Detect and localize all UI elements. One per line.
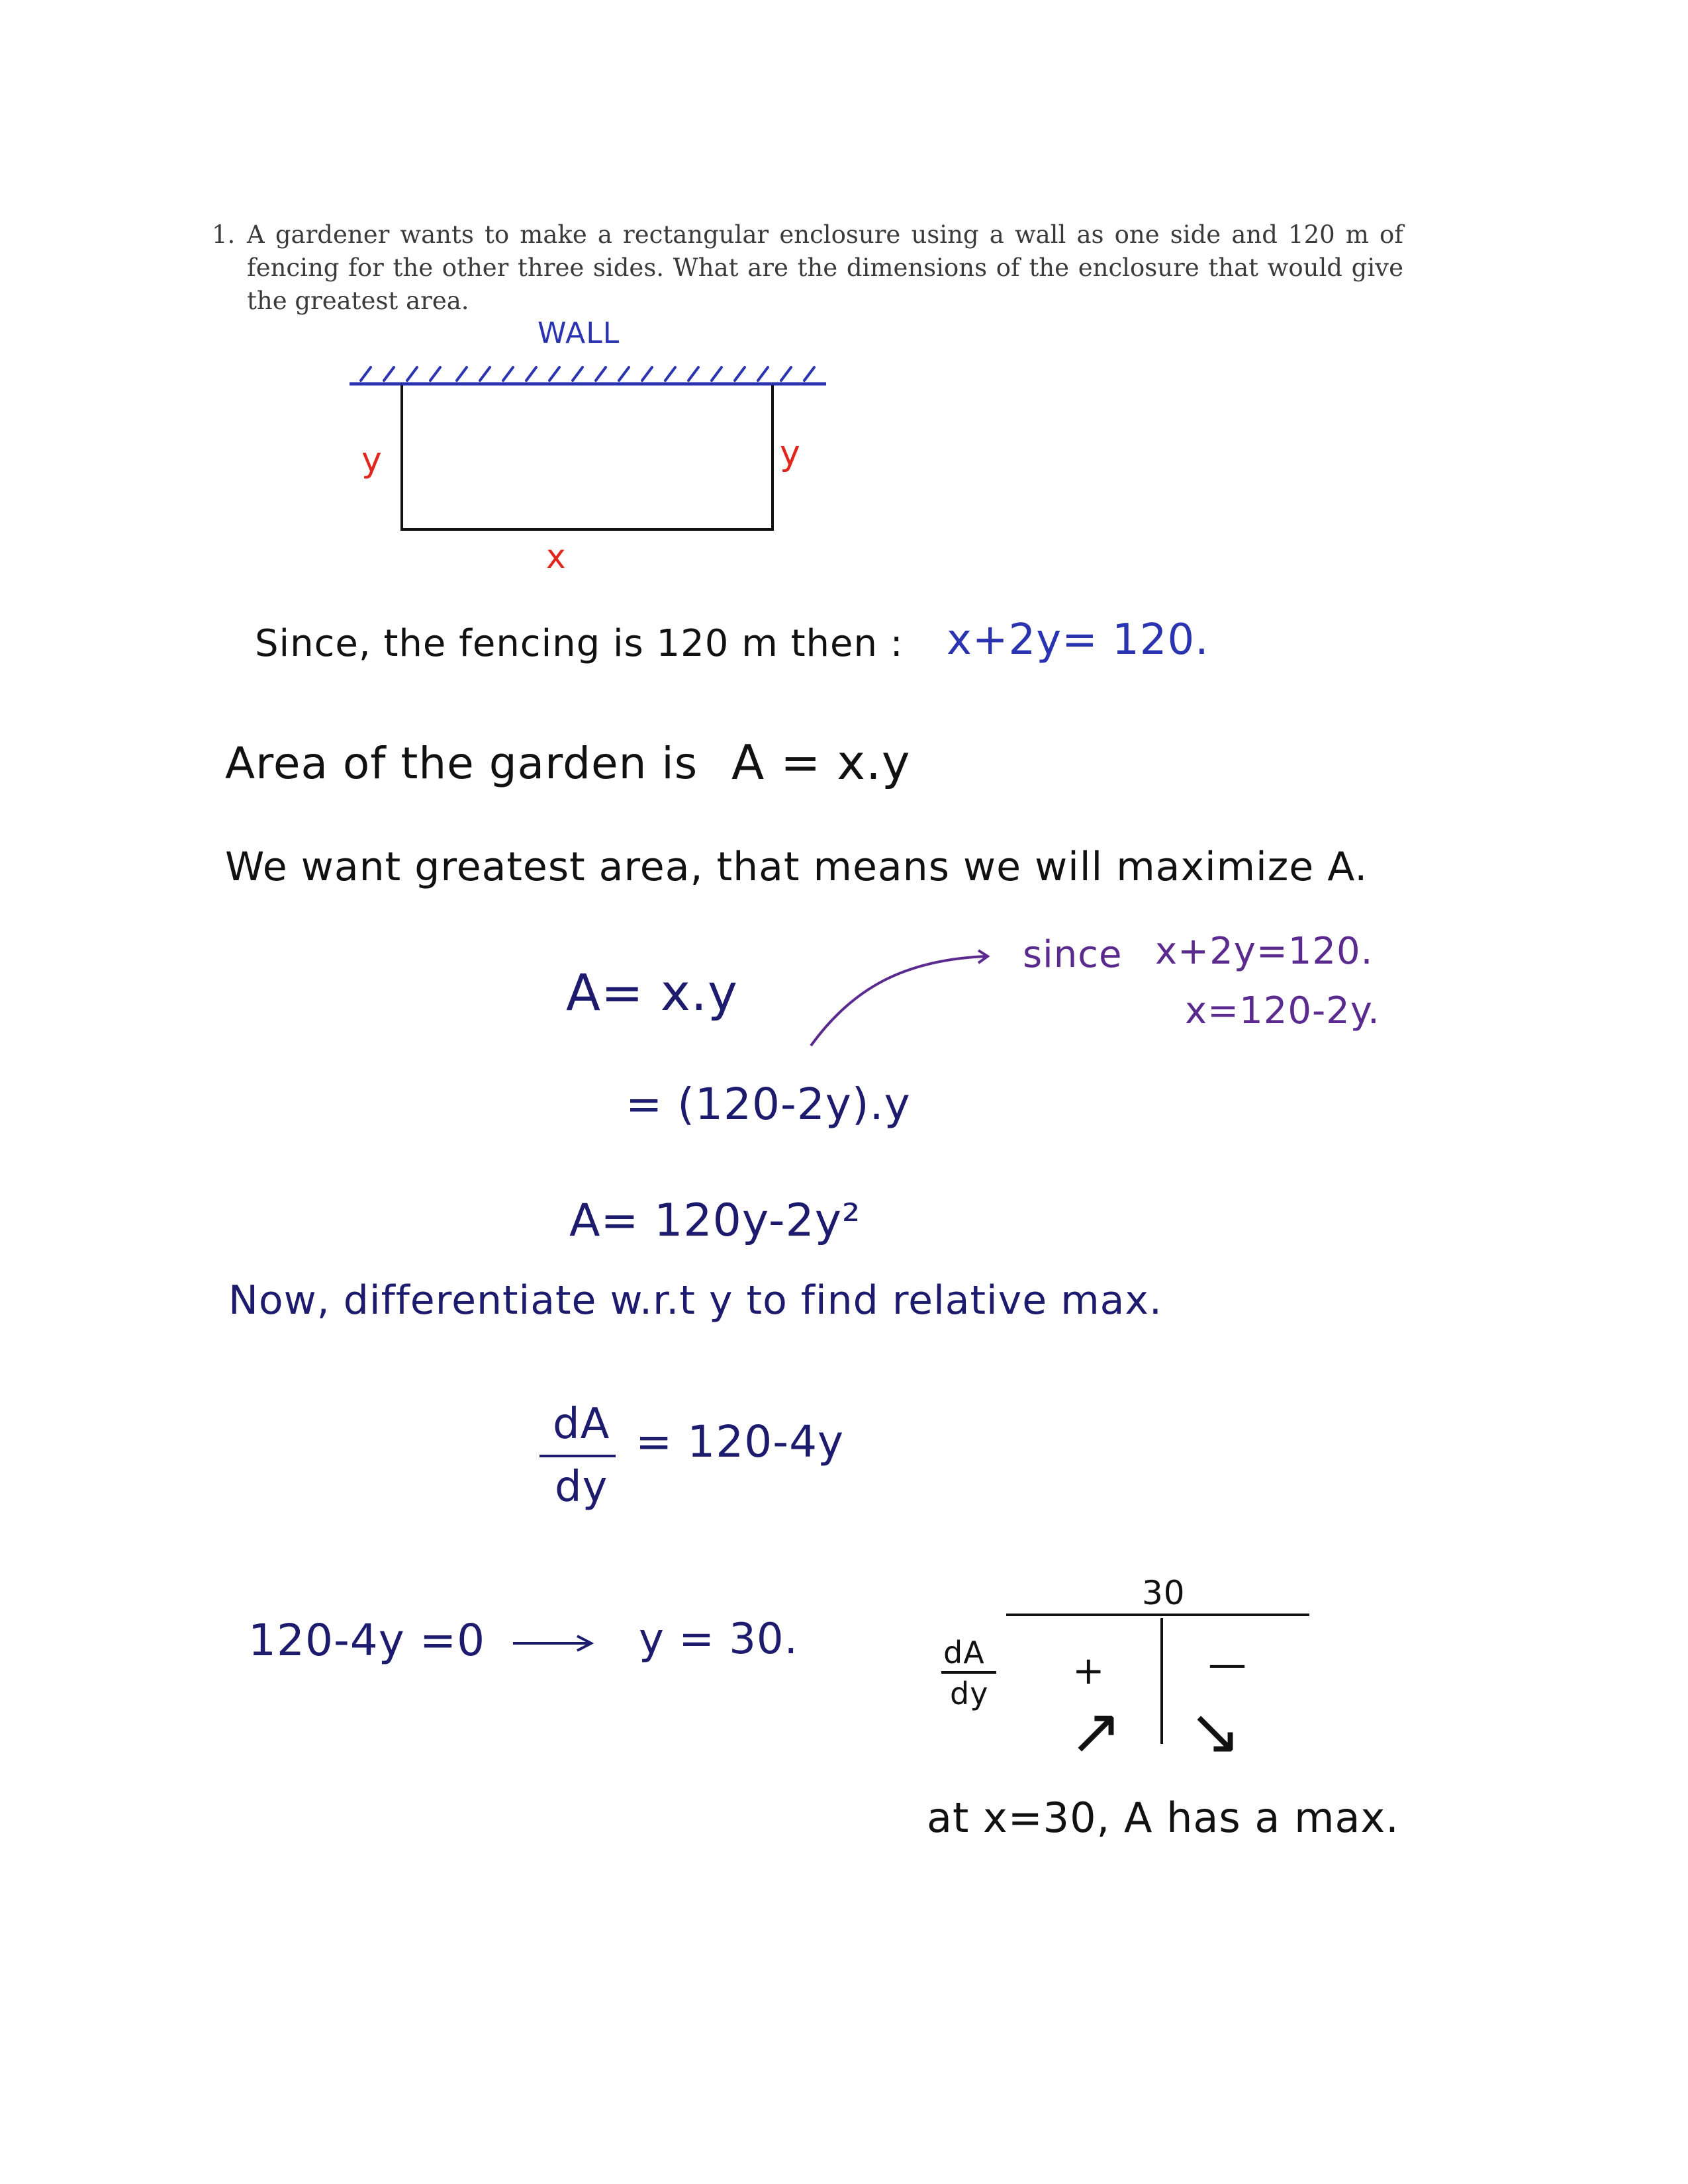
- step-substitute: = (120-2y).y: [626, 1079, 911, 1130]
- wall-hatching: [361, 367, 814, 381]
- derivative-numerator: dA: [553, 1400, 610, 1449]
- derivative-rhs: = 120-4y: [635, 1416, 845, 1467]
- sign-chart-left-sign: +: [1072, 1648, 1105, 1693]
- note-arrow-curve: [811, 956, 986, 1046]
- wall-label: WALL: [538, 316, 620, 350]
- area-equation: A = x.y: [731, 735, 911, 790]
- side-right-label: y: [780, 433, 801, 473]
- sign-chart-label-den: dy: [950, 1676, 989, 1711]
- increasing-arrow-icon: ↗: [1069, 1694, 1123, 1768]
- maximize-statement: We want greatest area, that means we will maximize A.: [225, 844, 1368, 890]
- problem-number: 1.: [212, 220, 236, 249]
- fencing-statement: Since, the fencing is 120 m then :: [255, 622, 904, 665]
- note-solve-x: x=120-2y.: [1185, 989, 1380, 1032]
- critical-equation: 120-4y =0: [248, 1615, 486, 1666]
- side-left-label: y: [361, 440, 383, 480]
- critical-result: y = 30.: [639, 1615, 798, 1664]
- decreasing-arrow-icon: ↘: [1188, 1694, 1243, 1768]
- constraint-equation: x+2y= 120.: [947, 615, 1209, 664]
- step-area-function: A= 120y-2y²: [569, 1195, 861, 1247]
- area-statement: Area of the garden is: [225, 738, 698, 789]
- derivative-denominator: dy: [555, 1463, 608, 1512]
- bottom-label: x: [546, 537, 567, 576]
- step-area-xy: A= x.y: [566, 963, 738, 1022]
- note-since: since: [1023, 933, 1123, 976]
- note-constraint: x+2y=120.: [1155, 930, 1374, 973]
- conclusion: at x=30, A has a max.: [927, 1794, 1399, 1842]
- sign-chart-right-sign: —: [1208, 1641, 1247, 1686]
- enclosure-rectangle: [402, 385, 773, 529]
- differentiate-statement: Now, differentiate w.r.t y to find relative max.: [228, 1277, 1163, 1324]
- sign-chart-point: 30: [1142, 1574, 1186, 1612]
- problem-text: A gardener wants to make a rectangular enclosure using a wall as one side and 120 m of fencing for the other three sides. What are the dimensions of the enclosure that would give the greatest area.: [247, 220, 1403, 315]
- sign-chart-label-num: dA: [943, 1635, 985, 1670]
